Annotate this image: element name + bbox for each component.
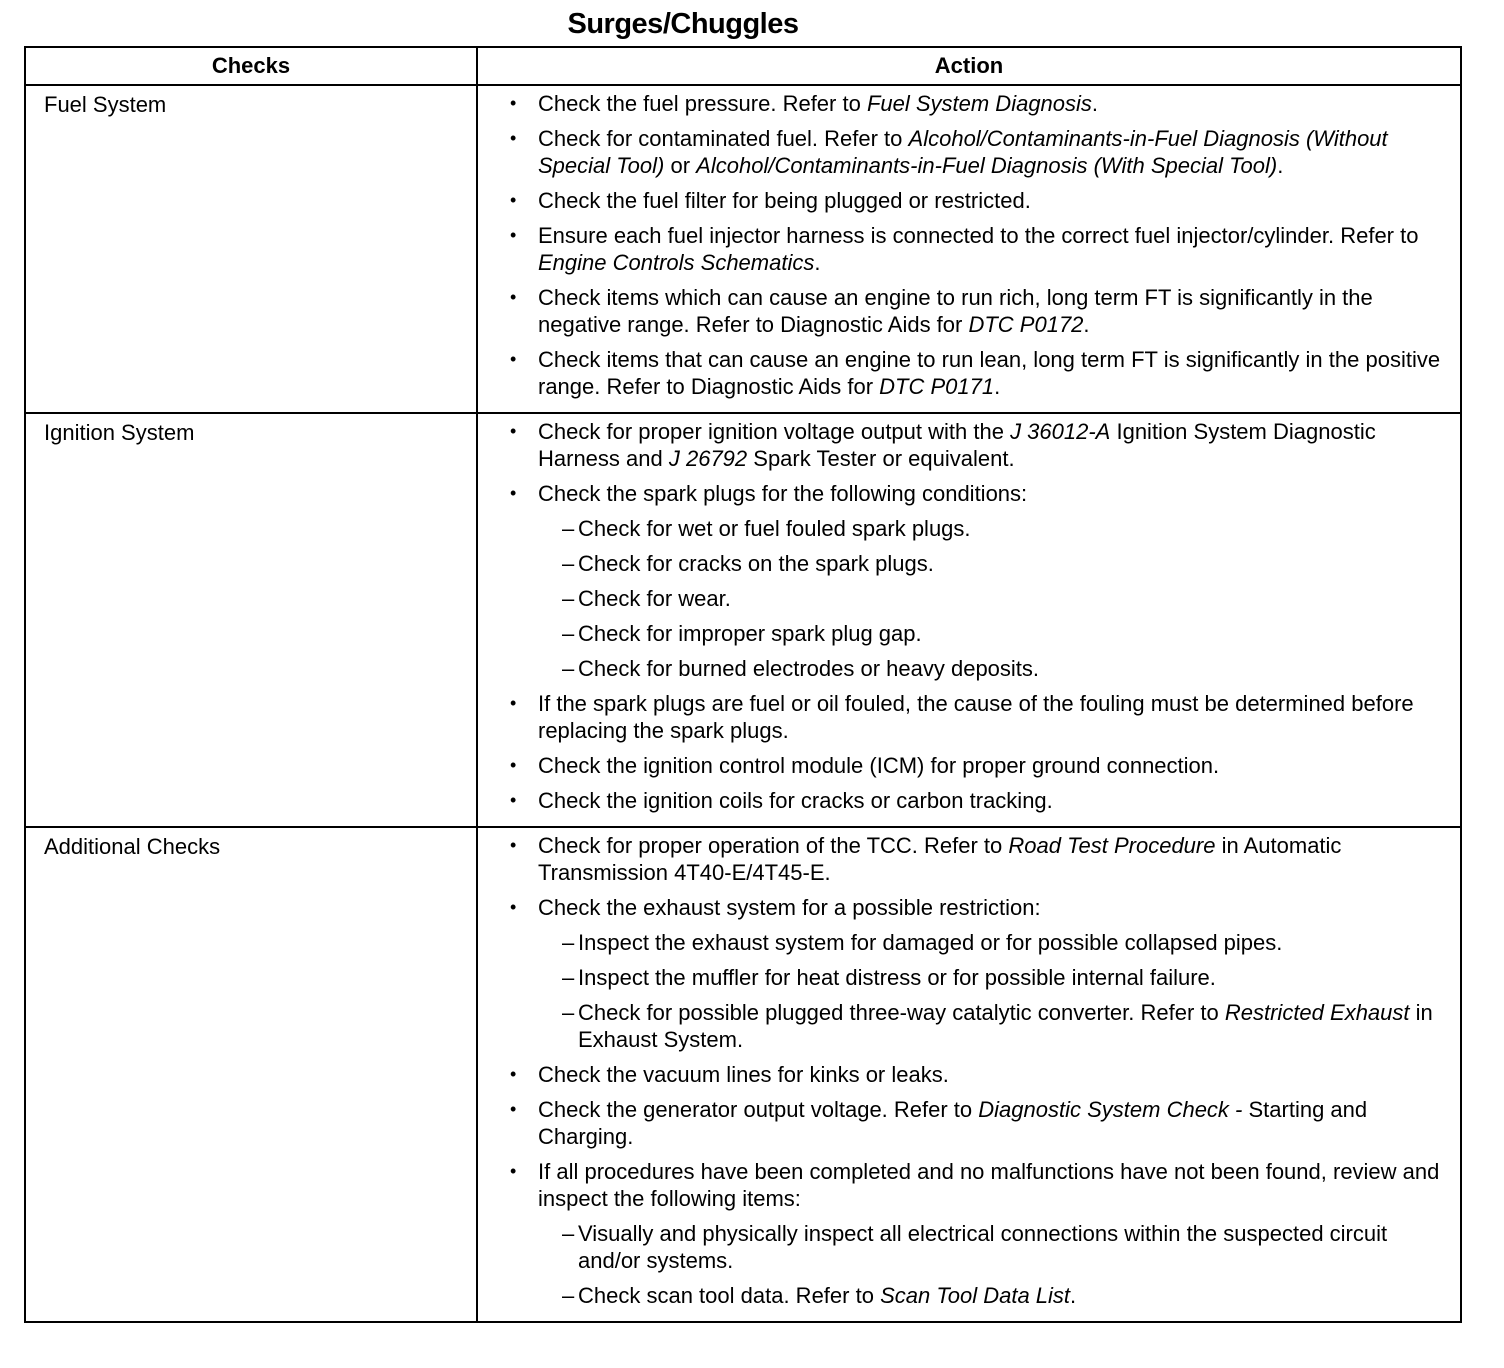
dash-icon: – [562,930,575,955]
action-text: Check the ignition coils for cracks or carbon tracking. [538,788,1053,813]
bullet-icon: • [510,190,517,210]
check-category: Fuel System [25,85,477,413]
action-item [508,787,1450,814]
bullet-icon: • [510,755,517,775]
action-text: Check the spark plugs for the following conditions: [538,481,1028,506]
action-item [508,418,1450,472]
reference-text: Alcohol/Contaminants-in-Fuel Diagnosis (With Special Tool) [696,153,1278,178]
reference-text: Engine Controls Schematics [538,250,815,275]
reference-text: DTC P0171 [879,374,995,399]
dash-icon: – [562,1221,575,1246]
action-cell [477,85,1461,413]
bullet-icon: • [510,225,517,245]
check-category: Additional Checks [25,827,477,1322]
action-text: Check for cracks on the spark plugs. [578,551,934,576]
action-text: Inspect the muffler for heat distress or for possible internal failure. [578,965,1216,990]
action-subitem [538,1282,1450,1309]
action-text: . [1091,91,1099,116]
action-text: Check for proper operation of the TCC. Refer to [538,833,1009,858]
action-text: Starting and Charging. [538,1097,1368,1149]
bullet-icon: • [510,790,517,810]
action-item [508,1158,1450,1212]
bullet-icon: • [510,1099,517,1119]
action-text: Check the ignition control module (ICM) for proper ground connection. [538,753,1220,778]
action-item [508,690,1450,744]
action-cell [477,413,1461,827]
reference-text: Road Test Procedure [1008,833,1216,858]
action-subitem [538,585,1450,612]
action-text: Check the vacuum lines for kinks or leaks. [538,1062,949,1087]
action-text: . [1070,1283,1077,1308]
action-item [508,284,1450,338]
action-list [508,90,1450,400]
action-subitem [538,929,1450,956]
action-subitem [538,515,1450,542]
action-item [508,187,1450,214]
reference-text: J 36012-A [1010,419,1111,444]
reference-text: J 26792 [668,446,748,471]
action-text: or [664,153,697,178]
action-text: If the spark plugs are fuel or oil fouled, the cause of the fouling must be determined before replacing the spark plugs. [538,691,1414,743]
action-list [508,418,1450,814]
action-subitem [538,655,1450,682]
bullet-icon: • [510,897,517,917]
action-subitem [538,620,1450,647]
action-subitem [538,999,1450,1053]
reference-text: Scan Tool Data List [880,1283,1071,1308]
action-text: Inspect the exhaust system for damaged or for possible collapsed pipes. [578,930,1283,955]
action-list [508,832,1450,1309]
action-item [508,1061,1450,1088]
bullet-icon: • [510,693,517,713]
action-text: Check for wear. [578,586,731,611]
bullet-icon: • [510,128,517,148]
reference-text: Diagnostic System Check - [978,1097,1243,1122]
action-text: Check scan tool data. Refer to [578,1283,881,1308]
table-row [25,85,1461,413]
dash-icon: – [562,1000,575,1025]
dash-icon: – [562,551,575,576]
action-text: Visually and physically inspect all electrical connections within the suspected circuit and/or systems. [578,1221,1388,1273]
action-text: Ignition System Diagnostic Harness and [538,419,1376,471]
action-text: Check items which can cause an engine to run rich, long term FT is significantly in the negative range. Refer to Diagnostic Aids for [538,285,1373,337]
action-text: Check for improper spark plug gap. [578,621,922,646]
reference-text: Alcohol/Contaminants-in-Fuel Diagnosis (Without Special Tool) [538,126,1388,178]
action-subitem [538,964,1450,991]
dash-icon: – [562,586,575,611]
diagnostic-table [24,46,1462,1323]
table-row [25,827,1461,1322]
action-text: If all procedures have been completed and no malfunctions have not been found, review and inspect the following items: [538,1159,1440,1211]
action-text: in Exhaust System. [578,1000,1433,1052]
action-text: Check the generator output voltage. Refer to [538,1097,979,1122]
action-text: Check the fuel filter for being plugged or restricted. [538,188,1031,213]
column-header-checks: Checks [25,47,477,85]
action-item [508,346,1450,400]
action-item [508,125,1450,179]
action-item [508,894,1450,921]
action-subitem [538,1220,1450,1274]
action-item [508,90,1450,117]
table-row [25,413,1461,827]
action-item [508,832,1450,886]
bullet-icon: • [510,1161,517,1181]
action-text: . [814,250,821,275]
action-text: . [1083,312,1090,337]
bullet-icon: • [510,483,517,503]
bullet-icon: • [510,421,517,441]
action-text: Check for possible plugged three-way catalytic converter. Refer to [578,1000,1225,1025]
dash-icon: – [562,965,575,990]
dash-icon: – [562,621,575,646]
action-text: in Automatic Transmission 4T40-E/4T45-E. [538,833,1342,885]
reference-text: Restricted Exhaust [1224,1000,1410,1025]
column-header-action: Action [477,47,1461,85]
action-text: Check the exhaust system for a possible restriction: [538,895,1041,920]
action-text: Check for burned electrodes or heavy deposits. [578,656,1040,681]
action-text: Check for proper ignition voltage output with the [538,419,1011,444]
action-text: Check for wet or fuel fouled spark plugs. [578,516,971,541]
dash-icon: – [562,516,575,541]
reference-text: Fuel System Diagnosis [866,91,1092,116]
action-text: Ensure each fuel injector harness is connected to the correct fuel injector/cylinder. Refer to [538,223,1419,248]
bullet-icon: • [510,835,517,855]
action-item [508,752,1450,779]
bullet-icon: • [510,1064,517,1084]
dash-icon: – [562,1283,575,1308]
action-item [508,222,1450,276]
reference-text: DTC P0172 [968,312,1084,337]
bullet-icon: • [510,93,517,113]
action-text: . [994,374,1001,399]
action-text: Check items that can cause an engine to run lean, long term FT is significantly in the positive range. Refer to Diagnostic Aids for [538,347,1441,399]
dash-icon: – [562,656,575,681]
table-header-row [25,47,1461,85]
action-text: Check the fuel pressure. Refer to [538,91,867,116]
action-subitem [538,550,1450,577]
action-text: . [1277,153,1284,178]
action-item [508,480,1450,507]
table-body [25,85,1461,1322]
bullet-icon: • [510,349,517,369]
action-item [508,1096,1450,1150]
action-text: Check for contaminated fuel. Refer to [538,126,909,151]
check-category: Ignition System [25,413,477,827]
action-text: Spark Tester or equivalent. [747,446,1015,471]
action-cell [477,827,1461,1322]
bullet-icon: • [510,287,517,307]
page-title: Surges/Chuggles [567,8,799,40]
